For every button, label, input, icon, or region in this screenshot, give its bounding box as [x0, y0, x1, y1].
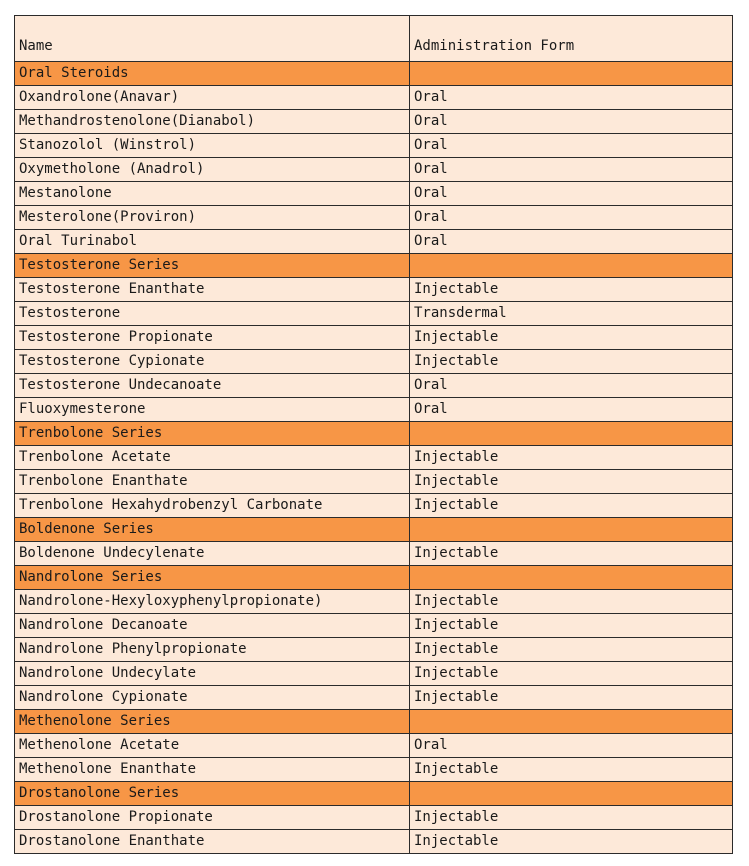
table-row	[15, 350, 733, 374]
compound-name-cell: Oxymetholone (Anadrol)	[15, 158, 410, 182]
category-form-cell	[410, 422, 733, 446]
compound-name-cell: Boldenone Undecylenate	[15, 542, 410, 566]
compound-name-cell: Oxandrolone(Anavar)	[15, 86, 410, 110]
administration-form-cell: Injectable	[410, 686, 733, 710]
administration-form-cell: Oral	[410, 374, 733, 398]
administration-form-cell: Injectable	[410, 662, 733, 686]
administration-form-cell: Oral	[410, 110, 733, 134]
category-form-cell	[410, 710, 733, 734]
compound-name-cell: Testosterone Propionate	[15, 326, 410, 350]
steroid-table	[14, 15, 733, 854]
table-row	[15, 806, 733, 830]
category-name-cell: Nandrolone Series	[15, 566, 410, 590]
table-header-row	[15, 16, 733, 62]
administration-form-cell: Injectable	[410, 758, 733, 782]
compound-name-cell: Testosterone	[15, 302, 410, 326]
compound-name-cell: Methenolone Enanthate	[15, 758, 410, 782]
administration-form-cell: Injectable	[410, 278, 733, 302]
compound-name-cell: Testosterone Undecanoate	[15, 374, 410, 398]
compound-name-cell: Stanozolol (Winstrol)	[15, 134, 410, 158]
category-row	[15, 62, 733, 86]
table-row	[15, 134, 733, 158]
table-row	[15, 662, 733, 686]
compound-name-cell: Nandrolone Undecylate	[15, 662, 410, 686]
administration-form-cell: Injectable	[410, 614, 733, 638]
administration-form-cell: Oral	[410, 182, 733, 206]
compound-name-cell: Drostanolone Propionate	[15, 806, 410, 830]
table-row	[15, 446, 733, 470]
table-body	[15, 16, 733, 854]
compound-name-cell: Testosterone Cypionate	[15, 350, 410, 374]
table-row	[15, 758, 733, 782]
compound-name-cell: Fluoxymesterone	[15, 398, 410, 422]
administration-form-cell: Injectable	[410, 326, 733, 350]
compound-name-cell: Mestanolone	[15, 182, 410, 206]
compound-name-cell: Trenbolone Hexahydrobenzyl Carbonate	[15, 494, 410, 518]
table-row	[15, 302, 733, 326]
table-row	[15, 206, 733, 230]
compound-name-cell: Nandrolone Decanoate	[15, 614, 410, 638]
compound-name-cell: Oral Turinabol	[15, 230, 410, 254]
administration-form-cell: Injectable	[410, 638, 733, 662]
table-row	[15, 86, 733, 110]
compound-name-cell: Trenbolone Acetate	[15, 446, 410, 470]
category-name-cell: Boldenone Series	[15, 518, 410, 542]
compound-name-cell: Nandrolone-Hexyloxyphenylpropionate)	[15, 590, 410, 614]
table-row	[15, 542, 733, 566]
table-row	[15, 734, 733, 758]
administration-form-cell: Injectable	[410, 590, 733, 614]
administration-form-cell: Oral	[410, 230, 733, 254]
table-row	[15, 398, 733, 422]
table-row	[15, 326, 733, 350]
compound-name-cell: Testosterone Enanthate	[15, 278, 410, 302]
administration-form-cell: Oral	[410, 158, 733, 182]
category-name-cell: Trenbolone Series	[15, 422, 410, 446]
category-name-cell: Drostanolone Series	[15, 782, 410, 806]
category-row	[15, 254, 733, 278]
administration-form-cell: Injectable	[410, 542, 733, 566]
category-row	[15, 566, 733, 590]
table-row	[15, 278, 733, 302]
table-row	[15, 158, 733, 182]
table-row	[15, 230, 733, 254]
category-name-cell: Methenolone Series	[15, 710, 410, 734]
table-row	[15, 590, 733, 614]
administration-form-cell: Oral	[410, 86, 733, 110]
table-row	[15, 470, 733, 494]
table-row	[15, 638, 733, 662]
administration-form-cell: Oral	[410, 734, 733, 758]
category-form-cell	[410, 254, 733, 278]
category-name-cell: Testosterone Series	[15, 254, 410, 278]
header-administration-form: Administration Form	[410, 16, 733, 62]
administration-form-cell: Transdermal	[410, 302, 733, 326]
category-name-cell: Oral Steroids	[15, 62, 410, 86]
category-form-cell	[410, 62, 733, 86]
administration-form-cell: Injectable	[410, 470, 733, 494]
administration-form-cell: Injectable	[410, 350, 733, 374]
header-name: Name	[15, 16, 410, 62]
table-row	[15, 110, 733, 134]
compound-name-cell: Methandrostenolone(Dianabol)	[15, 110, 410, 134]
compound-name-cell: Mesterolone(Proviron)	[15, 206, 410, 230]
category-row	[15, 782, 733, 806]
table-row	[15, 830, 733, 854]
compound-name-cell: Trenbolone Enanthate	[15, 470, 410, 494]
category-row	[15, 710, 733, 734]
category-form-cell	[410, 518, 733, 542]
table-row	[15, 686, 733, 710]
category-form-cell	[410, 782, 733, 806]
administration-form-cell: Oral	[410, 206, 733, 230]
administration-form-cell: Injectable	[410, 806, 733, 830]
administration-form-cell: Injectable	[410, 446, 733, 470]
administration-form-cell: Injectable	[410, 494, 733, 518]
table-row	[15, 494, 733, 518]
category-form-cell	[410, 566, 733, 590]
category-row	[15, 518, 733, 542]
administration-form-cell: Oral	[410, 134, 733, 158]
administration-form-cell: Injectable	[410, 830, 733, 854]
category-row	[15, 422, 733, 446]
table-row	[15, 182, 733, 206]
table-row	[15, 614, 733, 638]
compound-name-cell: Nandrolone Cypionate	[15, 686, 410, 710]
administration-form-cell: Oral	[410, 398, 733, 422]
table-row	[15, 374, 733, 398]
compound-name-cell: Drostanolone Enanthate	[15, 830, 410, 854]
compound-name-cell: Nandrolone Phenylpropionate	[15, 638, 410, 662]
compound-name-cell: Methenolone Acetate	[15, 734, 410, 758]
